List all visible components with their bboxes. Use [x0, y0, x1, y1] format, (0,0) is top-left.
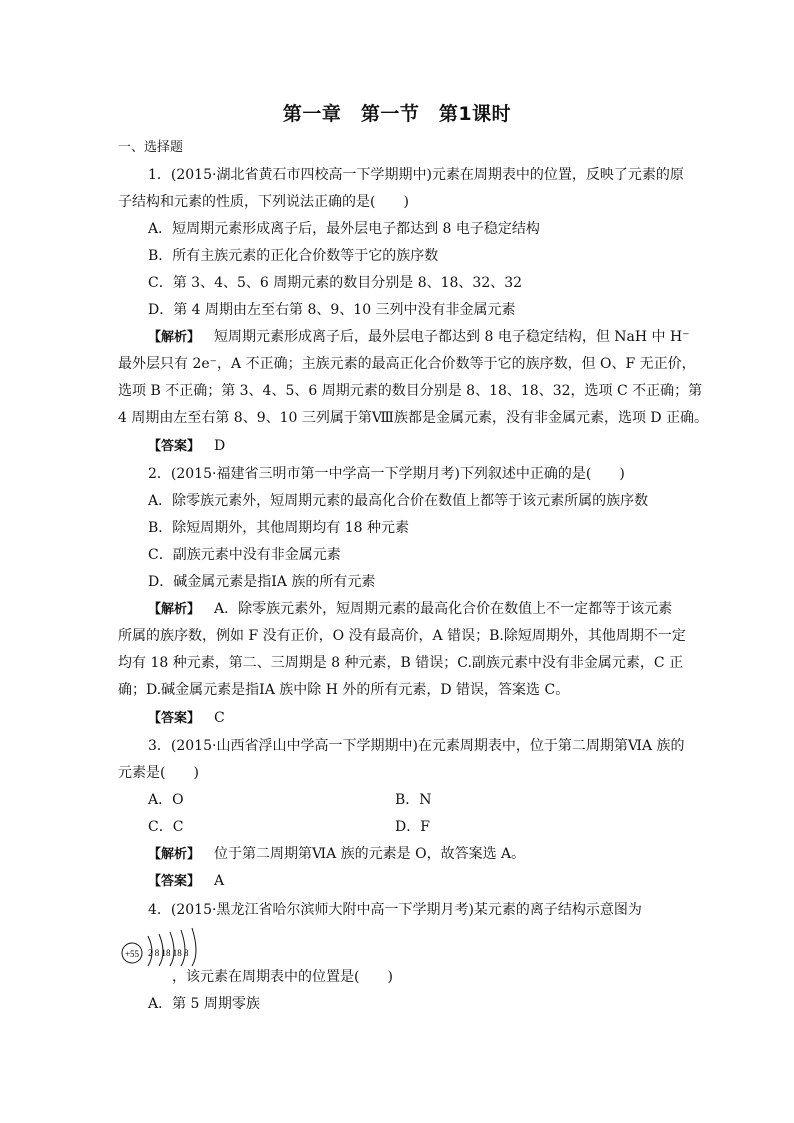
q2-analysis-line-3: 均有 18 种元素，第二、三周期是 8 种元素，B 错误；C.副族元素中没有非金属元素，C 正 [118, 655, 684, 671]
q4-option-a: A．第 5 周期零族 [148, 996, 260, 1012]
q1-option-b: B．所有主族元素的正化合价数等于它的族序数 [148, 248, 439, 264]
q4-stem-line-1: 4．(2015·黑龙江省哈尔滨师大附中高一下学期月考)某元素的离子结构示意图为 [148, 902, 642, 918]
q2-analysis-line-4: 确；D.碱金属元素是指ⅠA 族中除 H 外的所有元素，D 错误，答案选 C。 [118, 682, 570, 698]
section-heading: 一、选择题 [118, 140, 184, 155]
q2-analysis-line-1 [148, 598, 672, 621]
q3-option-a: A．O [148, 792, 184, 808]
q2-option-a: A．除零族元素外，短周期元素的最高化合价在数值上都等于该元素所属的族序数 [148, 493, 649, 509]
analysis-label: 【解析】 [148, 330, 201, 345]
page-title: 第一章 第一节 第1课时 [282, 103, 512, 125]
q3-analysis-text-1: 位于第二周期第ⅥA 族的元素是 O，故答案选 A。 [214, 846, 526, 862]
q1-analysis-line-4: 4 周期由左至右第 8、9、10 三列属于第Ⅷ族都是金属元素，没有非金属元素，选项 D 正确。 [118, 410, 709, 426]
q4-stem-line-2: ，该元素在周期表中的位置是( ) [172, 969, 393, 985]
q3-option-d: D．F [395, 819, 430, 835]
q2-answer: C [214, 710, 225, 726]
answer-label: 【答案】 [148, 874, 201, 889]
q1-analysis-text-1: 短周期元素形成离子后，最外层电子都达到 8 电子稳定结构，但 NaH 中 H⁻ [214, 329, 690, 345]
q1-analysis-line-2: 最外层只有 2e⁻，A 不正确；主族元素的最高正化合价数等于它的族序数，但 O、F 无正价， [118, 356, 696, 372]
q1-option-a: A．短周期元素形成离子后，最外层电子都达到 8 电子稳定结构 [148, 221, 540, 237]
q2-stem: 2．(2015·福建省三明市第一中学高一下学期月考)下列叙述中正确的是( ) [148, 466, 625, 482]
q2-analysis-line-2: 所属的族序数，例如 F 没有正价，O 没有最高价，A 错误；B.除短周期外，其他周期不一定 [118, 628, 686, 644]
q3-analysis-line-1 [148, 843, 525, 866]
q1-option-c: C．第 3、4、5、6 周期元素的数目分别是 8、18、32、32 [148, 275, 523, 291]
q3-option-b: B．N [395, 792, 432, 808]
electron-counts: 2 8 18 18 8 [148, 948, 189, 958]
answer-label: 【答案】 [148, 711, 201, 726]
q1-stem-line-2: 子结构和元素的性质，下列说法正确的是( ) [118, 194, 409, 210]
q2-answer-line [148, 707, 225, 730]
q3-option-c: C．C [148, 819, 184, 835]
q1-option-d: D．第 4 周期由左至右第 8、9、10 三列中没有非金属元素 [148, 302, 516, 318]
analysis-label: 【解析】 [148, 847, 201, 862]
q2-option-c: C．副族元素中没有非金属元素 [148, 547, 341, 563]
q1-stem-line-1: 1．(2015·湖北省黄石市四校高一下学期期中)元素在周期表中的位置，反映了元素的原 [148, 167, 684, 183]
q2-option-b: B．除短周期外，其他周期均有 18 种元素 [148, 520, 410, 536]
q2-analysis-text-1: A．除零族元素外，短周期元素的最高化合价在数值上不一定都等于该元素 [214, 601, 673, 617]
answer-label: 【答案】 [148, 439, 201, 454]
q1-analysis-line-3: 选项 B 不正确；第 3、4、5、6 周期元素的数目分别是 8、18、18、32，选项 C 不正确；第 [118, 383, 703, 399]
q2-option-d: D．碱金属元素是指ⅠA 族的所有元素 [148, 574, 376, 590]
q3-stem-line-1: 3．(2015·山西省浮山中学高一下学期期中)在元素周期表中，位于第二周期第ⅥA 族的 [148, 738, 685, 754]
q1-analysis-line-1 [148, 326, 690, 349]
q3-stem-line-2: 元素是( ) [118, 765, 199, 781]
q1-answer: D [214, 438, 226, 454]
analysis-label: 【解析】 [148, 602, 201, 617]
q3-answer: A [214, 873, 225, 889]
electron-shell-arc [192, 928, 196, 966]
ion-structure-diagram [118, 922, 238, 966]
q1-answer-line [148, 435, 225, 458]
q3-answer-line [148, 870, 224, 893]
nucleus-charge: +55 [124, 949, 140, 959]
